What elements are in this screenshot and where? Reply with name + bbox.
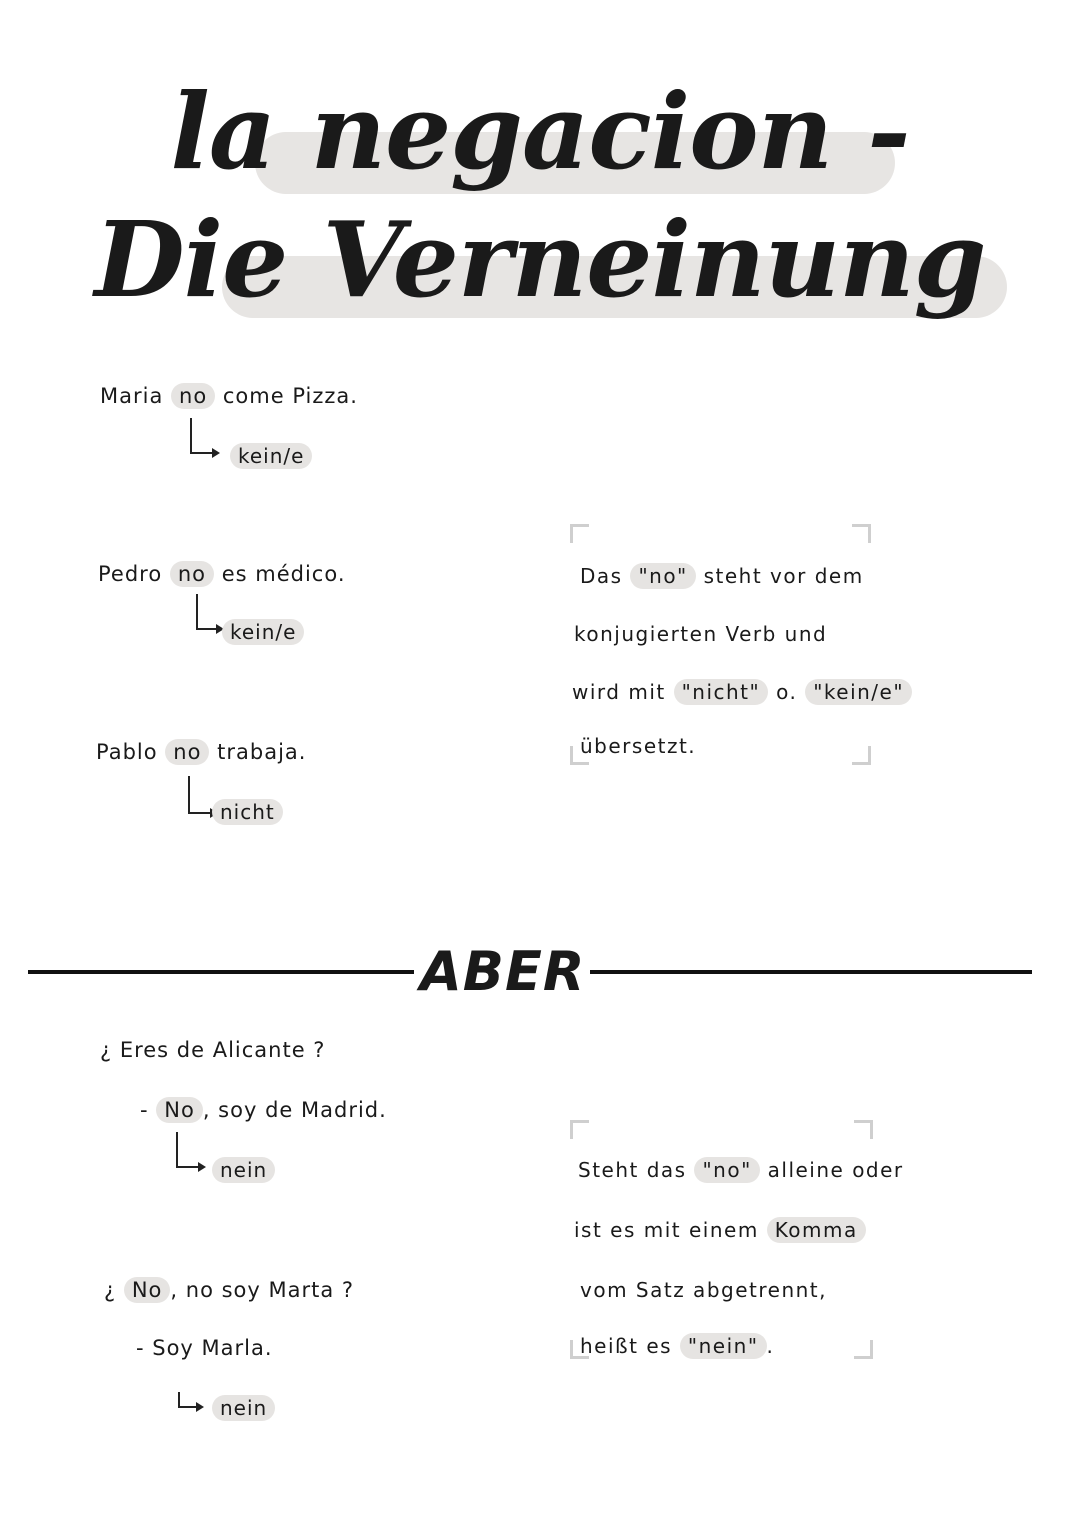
rule-note-2-line-4: heißt es "nein" . <box>580 1334 775 1358</box>
negation-highlight: no <box>171 383 215 409</box>
page-title-line-2: Die Verneinung <box>94 198 986 321</box>
arrow-icon <box>178 1392 196 1408</box>
example-sentence-3: Pablo no trabaja. <box>96 740 307 764</box>
rule-note-2-line-1: Steht das "no" alleine oder <box>578 1158 904 1182</box>
divider-left <box>28 970 414 974</box>
arrow-icon <box>190 418 212 454</box>
translation-1: kein/e <box>230 444 312 468</box>
example-sentence-1: Maria no come Pizza. <box>100 384 358 408</box>
rule-note-2-line-2: ist es mit einem Komma <box>574 1218 866 1242</box>
translation-2: kein/e <box>222 620 304 644</box>
page-title-line-1: la negacion - <box>170 70 910 193</box>
arrow-icon <box>188 776 210 814</box>
note-bracket-top-right <box>854 1120 873 1139</box>
arrow-icon <box>176 1132 198 1168</box>
translation-5: nein <box>212 1396 275 1420</box>
question-1: ¿ Eres de Alicante ? <box>100 1038 326 1062</box>
arrow-icon <box>196 594 216 630</box>
translation-4: nein <box>212 1158 275 1182</box>
note-bracket-bottom-right <box>854 1340 873 1359</box>
translation-3: nicht <box>212 800 283 824</box>
negation-highlight: no <box>170 561 214 587</box>
rule-note-1-line-1: Das "no" steht vor dem <box>580 564 864 588</box>
rule-note-1-line-4: übersetzt. <box>580 734 697 758</box>
note-bracket-top-left <box>570 1120 589 1139</box>
negation-highlight: no <box>165 739 209 765</box>
question-2: ¿ No , no soy Marta ? <box>104 1278 355 1302</box>
divider-right <box>590 970 1032 974</box>
answer-1: - No , soy de Madrid. <box>140 1098 387 1122</box>
rule-note-1-line-2: konjugierten Verb und <box>574 622 828 646</box>
note-bracket-bottom-right <box>852 746 871 765</box>
note-bracket-top-right <box>852 524 871 543</box>
rule-note-1-line-3: wird mit "nicht" o. "kein/e" <box>572 680 912 704</box>
rule-note-2-line-3: vom Satz abgetrennt, <box>580 1278 827 1302</box>
note-bracket-top-left <box>570 524 589 543</box>
negation-highlight: No <box>156 1097 203 1123</box>
answer-2: - Soy Marla. <box>136 1336 273 1360</box>
divider-label: ABER <box>420 940 586 1003</box>
example-sentence-2: Pedro no es médico. <box>98 562 346 586</box>
negation-highlight: No <box>124 1277 171 1303</box>
